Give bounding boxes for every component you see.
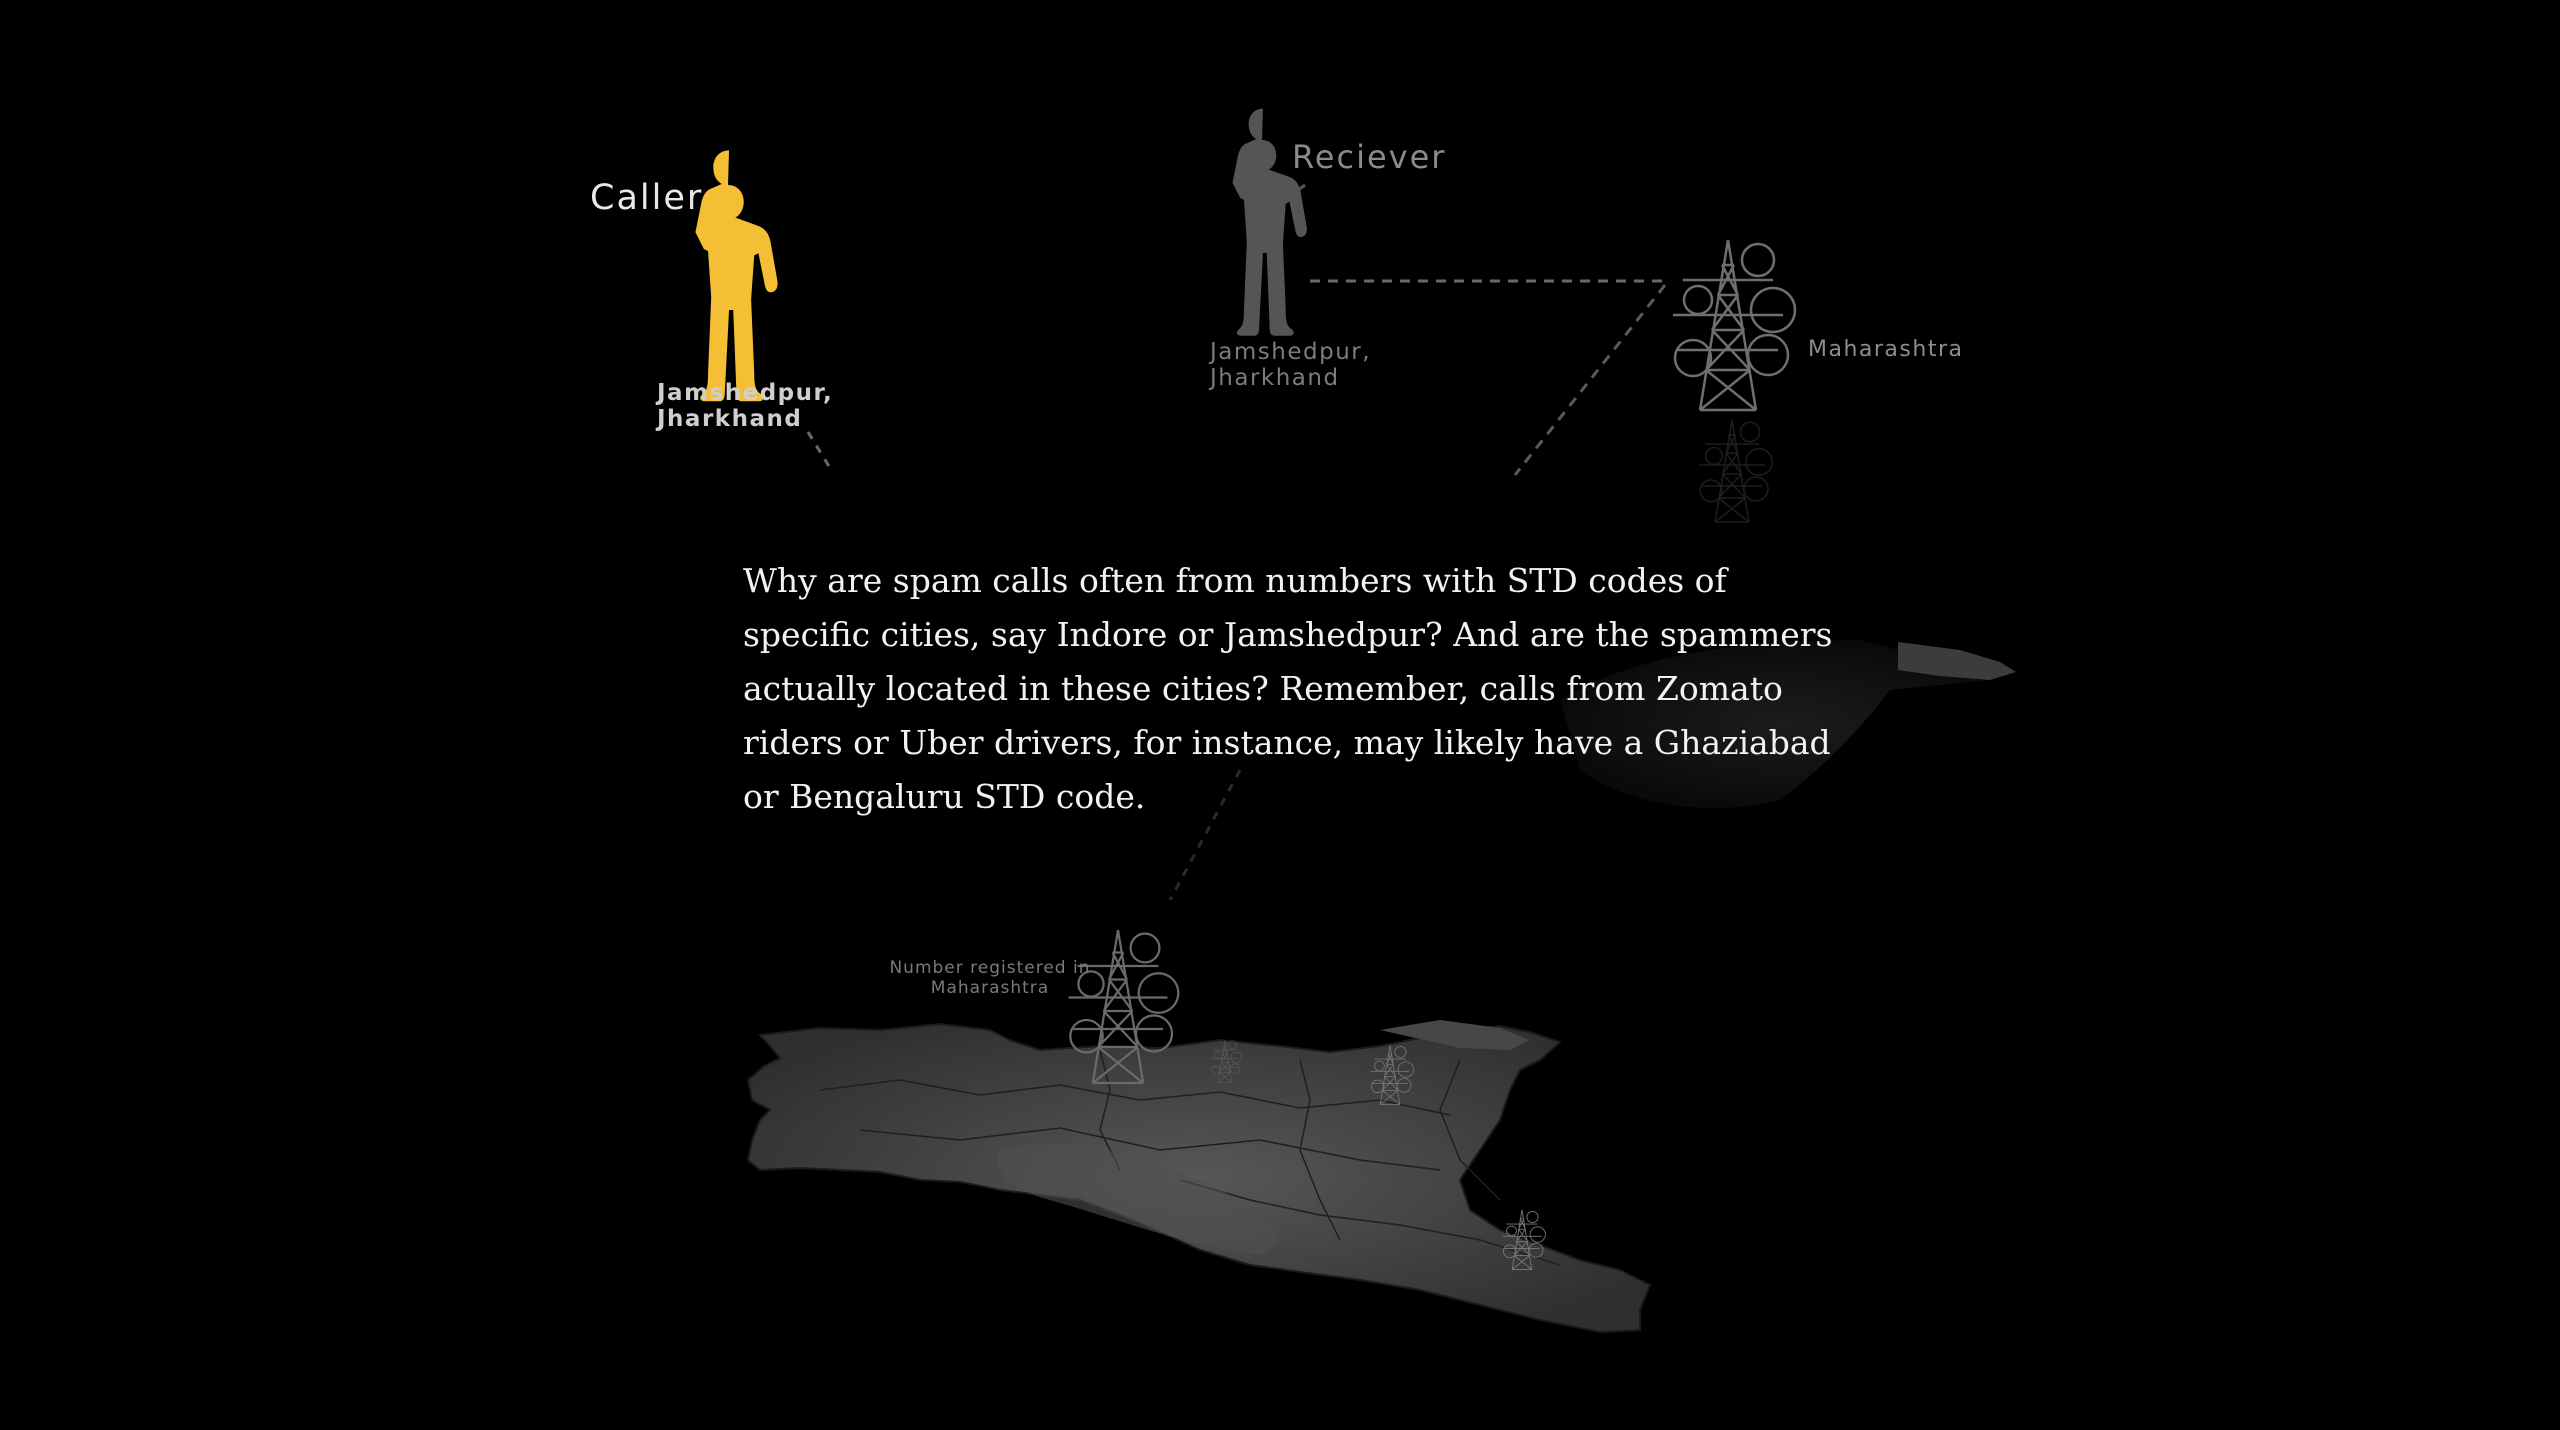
caller-label: Caller [590, 178, 704, 218]
caller-link [808, 432, 830, 468]
caption-text: Why are spam calls often from numbers with STD codes of specific cities, say Indore or Jamshedpur? And are the spammers actually located in these cities? Remember, calls from Zomato riders or Uber drivers, for instance, may likely have a Ghaziabad or Bengaluru STD code. [743, 561, 1833, 816]
tower-shadow [1699, 420, 1772, 522]
registered-label: Number registered in Maharashtra [889, 958, 1091, 998]
receiver-location: Jamshedpur, Jharkhand [1210, 339, 1372, 391]
caller-location: Jamshedpur, Jharkhand [657, 380, 834, 432]
transmission-tower-icon [1673, 240, 1795, 410]
caller-person-icon [695, 150, 777, 401]
tower-link-down [1515, 285, 1665, 475]
india-map-icon [748, 1020, 1650, 1332]
region-label: Maharashtra [1808, 337, 1964, 362]
receiver-label: Reciever [1292, 138, 1447, 176]
